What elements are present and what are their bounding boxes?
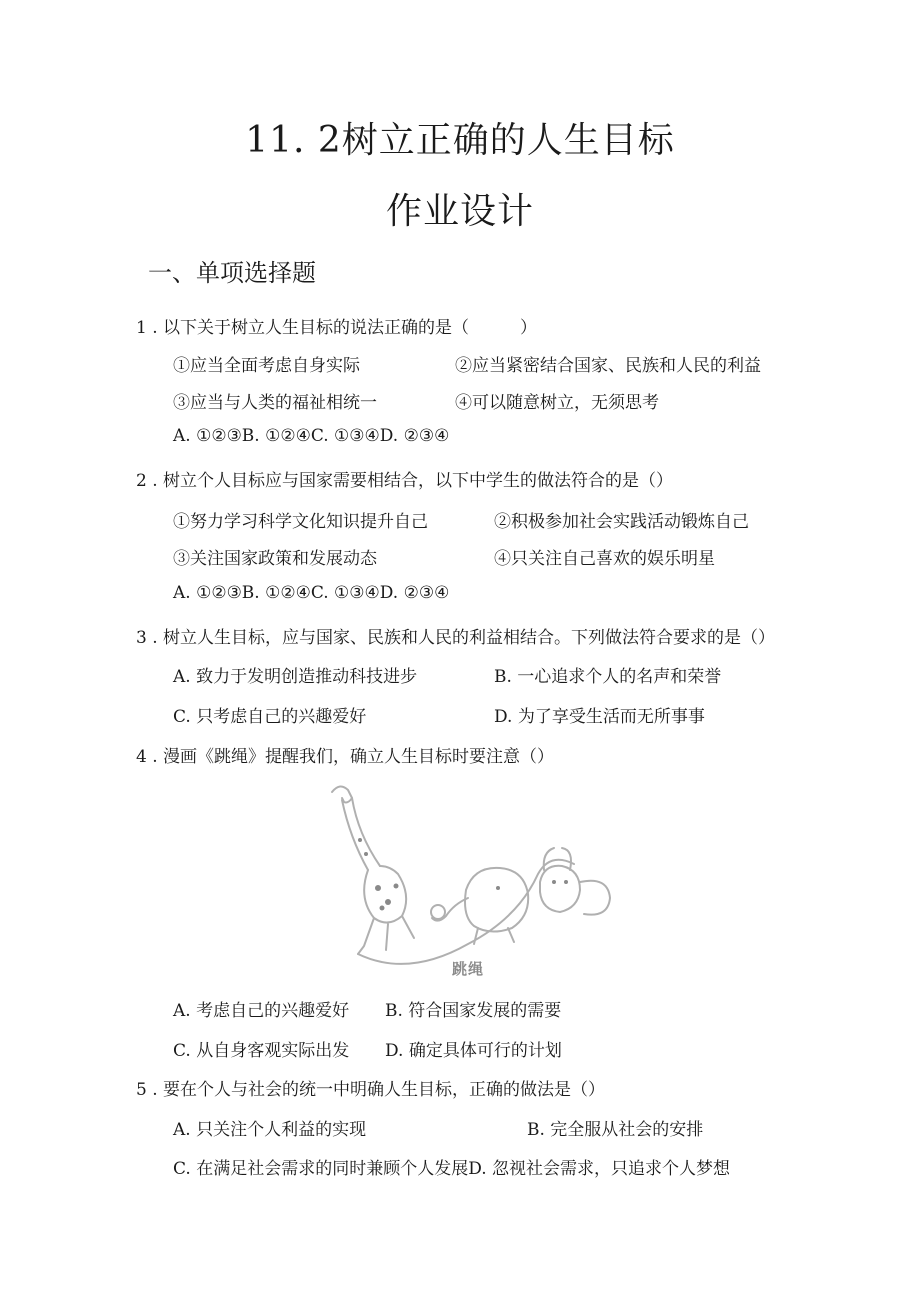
question-1-item: ④可以随意树立，无须思考: [455, 393, 659, 413]
question-2-stem: 2 . 树立个人目标应与国家需要相结合，以下中学生的做法符合的是（）: [136, 471, 674, 491]
question-4-option: D. 确定具体可行的计划: [385, 1041, 562, 1061]
question-2-choices: A. ①②③B. ①②④C. ①③④D. ②③④: [173, 583, 450, 603]
question-4-option: A. 考虑自己的兴趣爱好: [173, 1001, 350, 1021]
section-heading: 一、单项选择题: [148, 259, 316, 287]
question-4-option: B. 符合国家发展的需要: [385, 1001, 562, 1021]
jump-rope-cartoon: [318, 778, 618, 982]
question-3-option: D. 为了享受生活而无所事事: [494, 707, 705, 727]
page-subtitle: 作业设计: [385, 191, 534, 232]
question-4-stem: 4 . 漫画《跳绳》提醒我们，确立人生目标时要注意（）: [136, 747, 555, 767]
question-4-option: C. 从自身客观实际出发: [173, 1041, 350, 1061]
cartoon-drawing: [318, 778, 618, 982]
question-5-option: C. 在满足社会需求的同时兼顾个人发展D. 忽视社会需求，只追求个人梦想: [173, 1159, 731, 1179]
question-2-item: ①努力学习科学文化知识提升自己: [173, 512, 428, 532]
question-3-stem: 3 . 树立人生目标，应与国家、民族和人民的利益相结合。下列做法符合要求的是（）: [136, 628, 776, 648]
question-5-option: A. 只关注个人利益的实现: [173, 1120, 367, 1140]
question-1-item: ③应当与人类的福祉相统一: [173, 393, 377, 413]
question-1-stem: 1 . 以下关于树立人生目标的说法正确的是（ ）: [136, 318, 538, 338]
question-3-option: A. 致力于发明创造推动科技进步: [173, 667, 418, 687]
question-2-item: ④只关注自己喜欢的娱乐明星: [494, 549, 715, 569]
page-title: 11. 2树立正确的人生目标: [245, 120, 675, 161]
question-3-option: C. 只考虑自己的兴趣爱好: [173, 707, 367, 727]
question-5-option: B. 完全服从社会的安排: [527, 1120, 704, 1140]
question-5-stem: 5 . 要在个人与社会的统一中明确人生目标，正确的做法是（）: [136, 1080, 606, 1100]
cartoon-caption: 跳绳: [451, 960, 484, 978]
question-2-item: ②积极参加社会实践活动锻炼自己: [494, 512, 749, 532]
question-1-item: ①应当全面考虑自身实际: [173, 356, 360, 376]
question-1-choices: A. ①②③B. ①②④C. ①③④D. ②③④: [173, 426, 450, 446]
question-2-item: ③关注国家政策和发展动态: [173, 549, 377, 569]
question-1-item: ②应当紧密结合国家、民族和人民的利益: [455, 356, 761, 376]
question-3-option: B. 一心追求个人的名声和荣誉: [494, 667, 722, 687]
